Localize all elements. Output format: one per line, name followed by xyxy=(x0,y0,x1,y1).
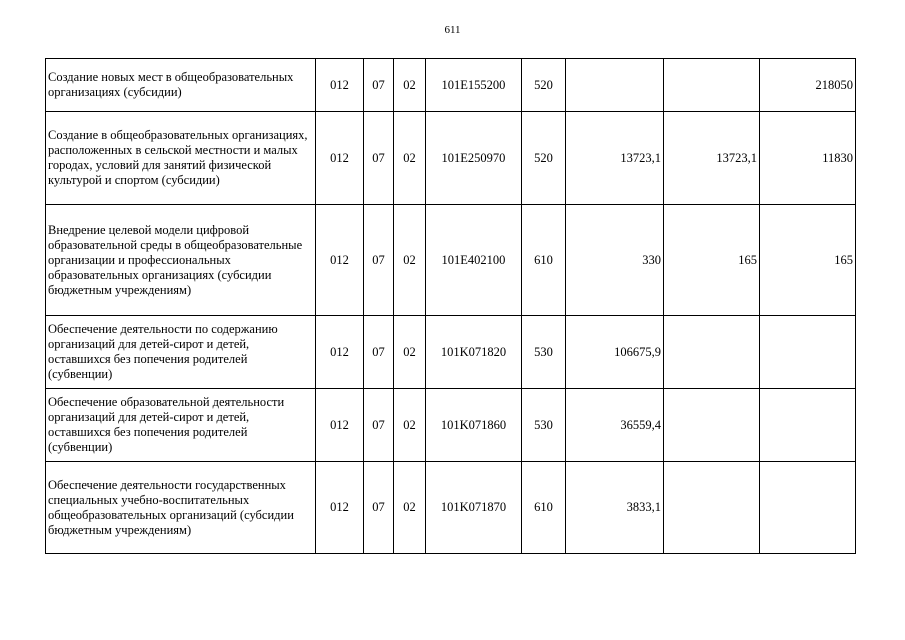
row-name-cell: Создание новых мест в общеобразовательных организациях (субсидии) xyxy=(46,59,316,112)
subsection-cell: 02 xyxy=(394,112,426,205)
section-cell: 07 xyxy=(364,462,394,554)
grbs-cell: 012 xyxy=(316,389,364,462)
expense-type-cell: 530 xyxy=(522,316,566,389)
grbs-cell: 012 xyxy=(316,112,364,205)
target-article-cell: 101K071870 xyxy=(426,462,522,554)
target-article-cell: 101E250970 xyxy=(426,112,522,205)
amount-year1-cell: 13723,1 xyxy=(566,112,664,205)
amount-year1-cell: 3833,1 xyxy=(566,462,664,554)
amount-year2-cell xyxy=(664,59,760,112)
section-cell: 07 xyxy=(364,316,394,389)
expense-type-cell: 610 xyxy=(522,205,566,316)
target-article-cell: 101E155200 xyxy=(426,59,522,112)
grbs-cell: 012 xyxy=(316,462,364,554)
amount-year2-cell xyxy=(664,389,760,462)
grbs-cell: 012 xyxy=(316,316,364,389)
section-cell: 07 xyxy=(364,59,394,112)
expense-type-cell: 530 xyxy=(522,389,566,462)
amount-year3-cell xyxy=(760,462,856,554)
amount-year1-cell: 36559,4 xyxy=(566,389,664,462)
amount-year3-cell xyxy=(760,389,856,462)
amount-year2-cell xyxy=(664,316,760,389)
amount-year1-cell: 330 xyxy=(566,205,664,316)
section-cell: 07 xyxy=(364,205,394,316)
subsection-cell: 02 xyxy=(394,205,426,316)
amount-year3-cell: 218050 xyxy=(760,59,856,112)
table-row xyxy=(46,462,856,554)
amount-year2-cell: 13723,1 xyxy=(664,112,760,205)
row-name-cell: Создание в общеобразовательных организациях, расположенных в сельской местности и малых городах, условий для занятий физической культурой и спортом (субсидии) xyxy=(46,112,316,205)
expense-type-cell: 610 xyxy=(522,462,566,554)
subsection-cell: 02 xyxy=(394,462,426,554)
row-name-cell: Внедрение целевой модели цифровой образовательной среды в общеобразовательные организации и профессиональных образовательных организациях (субсидии бюджетным учреждениям) xyxy=(46,205,316,316)
expense-type-cell: 520 xyxy=(522,59,566,112)
amount-year3-cell: 165 xyxy=(760,205,856,316)
subsection-cell: 02 xyxy=(394,316,426,389)
subsection-cell: 02 xyxy=(394,389,426,462)
budget-table xyxy=(45,58,856,554)
page-number: 611 xyxy=(444,24,461,36)
amount-year2-cell: 165 xyxy=(664,205,760,316)
target-article-cell: 101K071860 xyxy=(426,389,522,462)
target-article-cell: 101E402100 xyxy=(426,205,522,316)
section-cell: 07 xyxy=(364,112,394,205)
table-row xyxy=(46,59,856,112)
target-article-cell: 101K071820 xyxy=(426,316,522,389)
table-row xyxy=(46,205,856,316)
row-name-cell: Обеспечение деятельности по содержанию организаций для детей-сирот и детей, оставшихся без попечения родителей (субвенции) xyxy=(46,316,316,389)
amount-year3-cell: 11830 xyxy=(760,112,856,205)
section-cell: 07 xyxy=(364,389,394,462)
row-name-cell: Обеспечение образовательной деятельности организаций для детей-сирот и детей, оставшихся без попечения родителей (субвенции) xyxy=(46,389,316,462)
amount-year1-cell xyxy=(566,59,664,112)
amount-year2-cell xyxy=(664,462,760,554)
amount-year3-cell xyxy=(760,316,856,389)
table-row xyxy=(46,112,856,205)
row-name-cell: Обеспечение деятельности государственных специальных учебно-воспитательных общеобразовательных организаций (субсидии бюджетным учреждениям) xyxy=(46,462,316,554)
grbs-cell: 012 xyxy=(316,59,364,112)
subsection-cell: 02 xyxy=(394,59,426,112)
amount-year1-cell: 106675,9 xyxy=(566,316,664,389)
table-row xyxy=(46,316,856,389)
table-row xyxy=(46,389,856,462)
expense-type-cell: 520 xyxy=(522,112,566,205)
grbs-cell: 012 xyxy=(316,205,364,316)
